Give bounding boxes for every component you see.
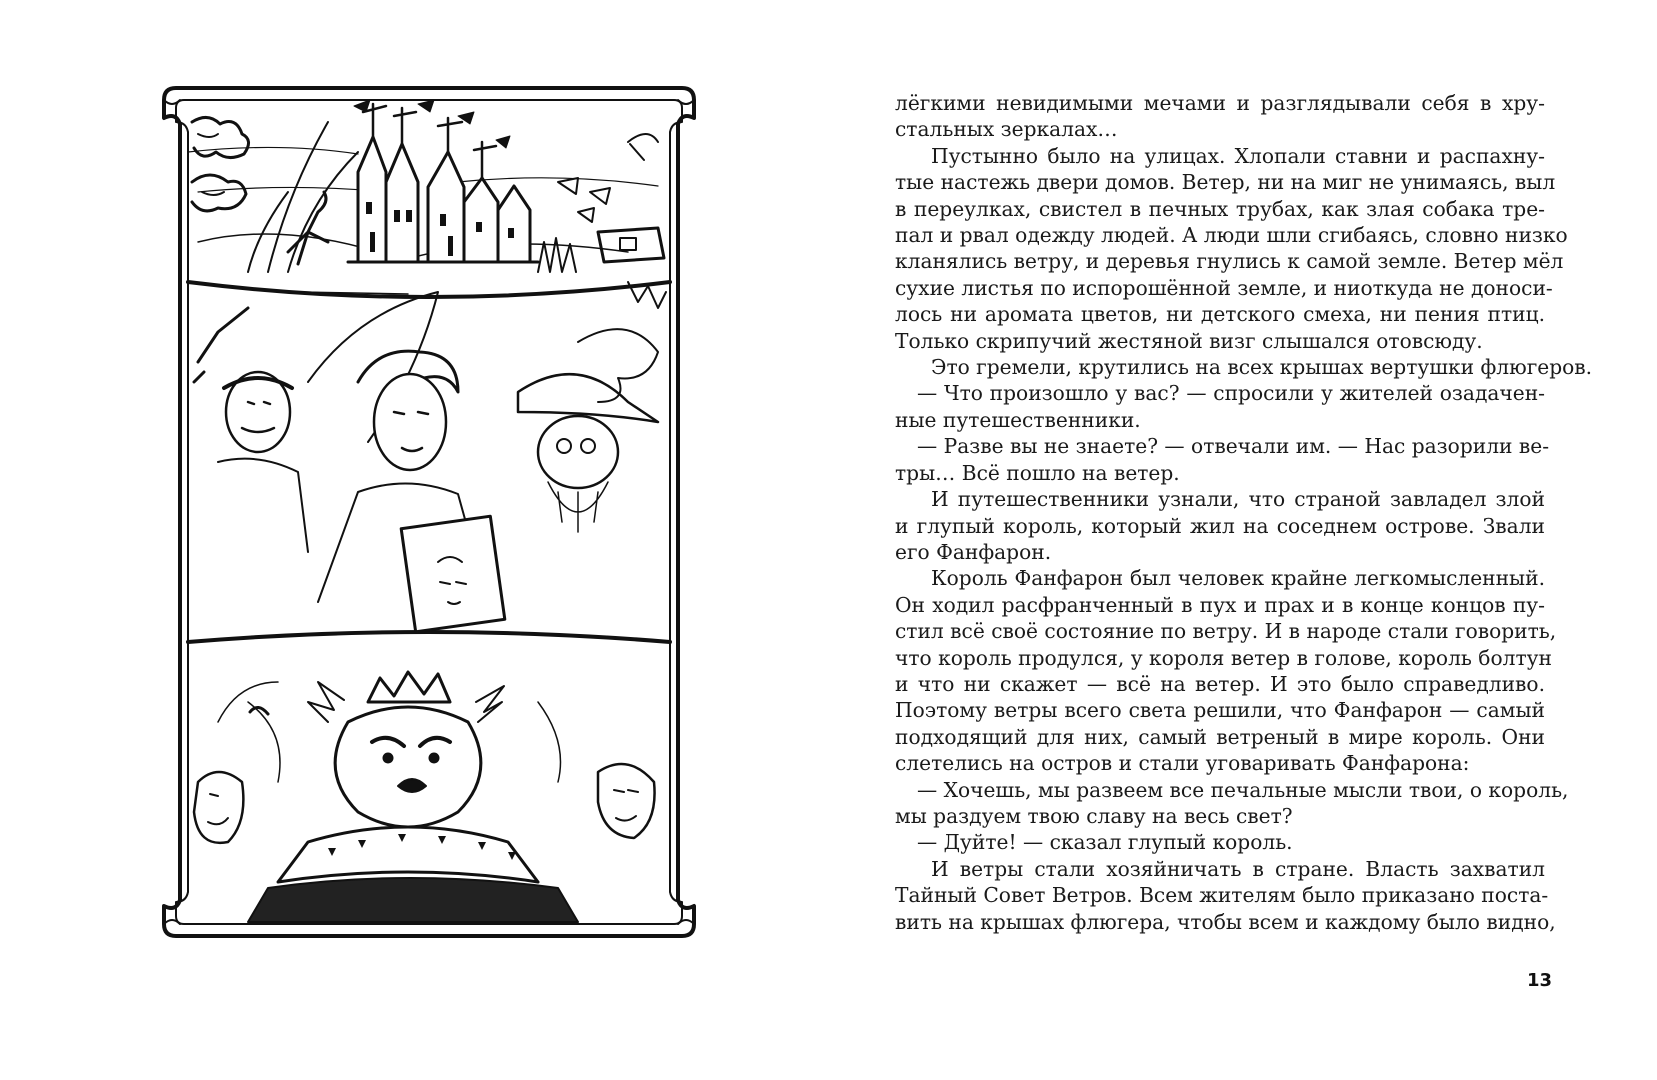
text-line: Тайный Совет Ветров. Всем жителям было приказано поста- [895,883,1549,908]
text-line: И путешественники узнали, что страной завладел злой [931,487,1545,512]
text-line: и глупый король, который жил на соседнем острове. Звали [895,513,1545,538]
text-line: лось ни аромата цветов, ни детского смеха, ни пения птиц. [895,302,1545,327]
text-line: И ветры стали хозяйничать в стране. Власть захватил [931,856,1545,881]
town-panel [188,100,670,297]
text-line: мы раздуем твою славу на весь свет? [895,803,1293,828]
text-line: тые настежь двери домов. Ветер, ни на миг не унимаясь, выл [895,170,1556,195]
text-line: стил всё своё состояние по ветру. И в народе стали говорить, [895,619,1557,644]
text-line: что король продулся, у короля ветер в голове, король болтун [895,645,1552,670]
text-line: Поэтому ветры всего света решили, что Фанфарон — самый [895,698,1545,723]
text-line: подходящий для них, самый ветреный в мире король. Они [895,724,1545,749]
text-line: Пустынно было на улицах. Хлопали ставни и распахну- [931,143,1545,168]
text-line: ные путешественники. [895,407,1141,432]
king-panel [194,672,655,922]
text-line: — Дуйте! — сказал глупый король. [917,830,1293,855]
text-line: Он ходил расфранченный в пух и прах и в конце концов пу- [895,592,1545,617]
text-line: в переулках, свистел в печных трубах, как злая собака тре- [895,196,1545,221]
travelers-panel [188,282,670,642]
page-number: 13 [1527,970,1553,991]
body-text [895,90,1593,935]
text-line: сухие листья по испорошённой земле, и ниоткуда не доноси- [895,275,1553,300]
text-line: Король Фанфарон был человек крайне легкомысленный. [931,566,1545,591]
text-line: вить на крышах флюгера, чтобы всем и каждому было видно, [895,909,1556,934]
text-line: стальных зеркалах… [895,117,1118,142]
text-line: кланялись ветру, и деревья гнулись к самой земле. Ветер мёл [895,249,1564,274]
text-line: Это гремели, крутились на всех крышах вертушки флюгеров. [931,355,1593,380]
text-line: и что ни скажет — всё на ветер. И это было справедливо. [895,671,1545,696]
text-line: слетелись на остров и стали уговаривать Фанфарона: [895,751,1470,776]
text-line: тры… Всё пошло на ветер. [895,460,1180,485]
text-line: — Хочешь, мы развеем все печальные мысли твои, о король, [917,777,1569,802]
book-illustration [158,82,700,942]
text-line: — Разве вы не знаете? — отвечали им. — Нас разорили ве- [917,434,1550,459]
text-line: Только скрипучий жестяной визг слышался отовсюду. [895,328,1483,353]
text-line: — Что произошло у вас? — спросили у жителей озадачен- [917,381,1545,406]
text-line: его Фанфарон. [895,539,1052,564]
text-line: пал и рвал одежду людей. А люди шли сгибаясь, словно низко [895,223,1568,248]
text-line: лёгкими невидимыми мечами и разглядывали себя в хру- [895,91,1545,115]
